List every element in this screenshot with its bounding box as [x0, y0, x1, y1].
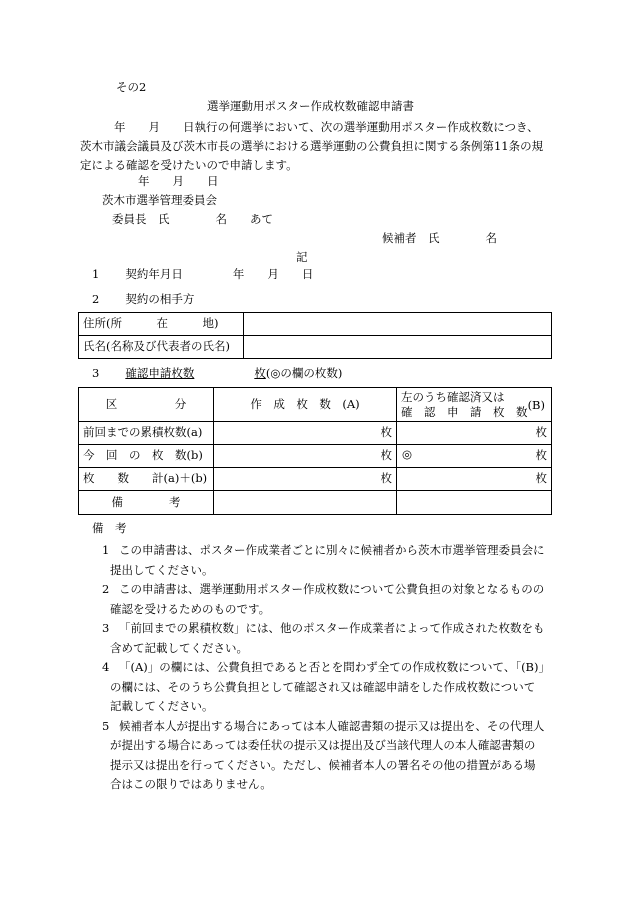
note-number: 1 — [102, 543, 110, 557]
made-count-cell[interactable] — [214, 445, 397, 468]
table-row — [79, 445, 552, 468]
table-header-row — [79, 388, 552, 422]
remarks-cell[interactable] — [397, 491, 552, 515]
intro-line-2: 茨木市議会議員及び茨木市長の選挙における選挙運動の公費負担に関する条例第11条の規 — [80, 139, 544, 153]
header-confirmed-line2: 確 認 申 請 枚 数 — [401, 404, 528, 419]
item-number: 1 — [92, 267, 100, 281]
table-row — [79, 422, 552, 445]
note-line: 「(A)」の欄には、公費負担であると否とを問わず全ての作成枚数について、「(B)」 — [119, 660, 550, 674]
remarks-cell[interactable] — [214, 491, 397, 515]
form-number: その2 — [116, 80, 147, 94]
ki-marker: 記 — [296, 250, 308, 264]
header-category: 区 分 — [79, 388, 214, 422]
intro-paragraph — [80, 118, 550, 175]
item-label: 契約の相手方 — [125, 292, 195, 306]
intro-line-3: 定による確認を受けたいので申請します。 — [80, 158, 298, 172]
note-line: の欄には、そのうち公費負担として確認され又は確認申請をした作成枚数について — [110, 679, 536, 694]
notes-heading: 備 考 — [92, 521, 127, 535]
note-number: 4 — [102, 660, 110, 674]
note-line: この申請書は、選挙運動用ポスター作成枚数について公費負担の対象となるものの — [119, 582, 545, 596]
double-circle-mark: ◎ — [402, 447, 413, 461]
note-item — [80, 658, 552, 717]
note-item — [80, 717, 552, 795]
row-label: 備 考 — [79, 491, 214, 515]
application-date: 年 月 日 — [138, 174, 219, 188]
header-confirmed-tag: (B) — [527, 398, 545, 412]
note-number: 3 — [102, 621, 110, 635]
note-number: 2 — [102, 582, 110, 596]
note-line: 候補者本人が提出する場合にあっては本人確認書類の提示又は提出を、その代理人 — [119, 718, 545, 733]
confirmed-count-cell[interactable] — [397, 468, 552, 491]
item-contract-date — [92, 269, 313, 281]
document-title: 選挙運動用ポスター作成枚数確認申請書 — [207, 99, 414, 113]
unit-label: 枚 — [380, 425, 392, 440]
contract-party-table — [78, 312, 552, 359]
confirmed-count-cell[interactable] — [397, 422, 552, 445]
intro-line-1: 年 月 日執行の何選挙において、次の選挙運動用ポスター作成枚数につき、 — [114, 120, 539, 134]
table-row — [79, 491, 552, 515]
note-line: 提示又は提出を行ってください。ただし、候補者本人の署名その他の措置がある場 — [110, 757, 536, 772]
note-item — [80, 580, 552, 619]
row-label: 今 回 の 枚 数(b) — [79, 445, 214, 468]
note-line: 確認を受けるためのものです。 — [110, 601, 271, 616]
item-unit: 枚 — [254, 366, 266, 380]
table-row — [79, 313, 552, 336]
unit-label: 枚 — [535, 471, 547, 486]
note-line: 含めて記載してください。 — [110, 640, 248, 655]
party-name-label: 氏名(名称及び代表者の氏名) — [79, 336, 244, 359]
made-count-cell[interactable] — [214, 422, 397, 445]
note-line: 合はこの限りではありません。 — [110, 777, 272, 791]
count-table — [78, 387, 552, 515]
party-name-value[interactable] — [244, 336, 552, 359]
notes-list — [80, 541, 552, 795]
table-row — [79, 336, 552, 359]
note-item — [80, 541, 552, 580]
table-row — [79, 468, 552, 491]
item-number: 3 — [92, 366, 100, 380]
item-value: 年 月 日 — [232, 267, 314, 281]
item-contract-party — [92, 294, 194, 306]
row-label: 前回までの累積枚数(a) — [79, 422, 214, 445]
made-count-cell[interactable] — [214, 468, 397, 491]
unit-label: 枚 — [380, 471, 392, 486]
note-item — [80, 619, 552, 658]
note-line: が提出する場合にあっては委任状の提示又は提出及び当該代理人の本人確認書類の — [110, 738, 536, 752]
addressee-chair: 委員長 氏 名 あて — [112, 212, 273, 226]
row-label: 枚 数 計(a)＋(b) — [79, 468, 214, 491]
note-number: 5 — [102, 718, 110, 733]
unit-label: 枚 — [535, 425, 547, 440]
confirmed-count-cell[interactable] — [397, 445, 552, 468]
note-line: 提出してください。 — [110, 562, 214, 577]
unit-label: 枚 — [380, 448, 392, 463]
unit-label: 枚 — [535, 448, 547, 463]
addressee-org: 茨木市選挙管理委員会 — [102, 193, 217, 207]
header-confirmed-line1: 左のうち確認済又は — [401, 389, 505, 404]
item-number: 2 — [92, 292, 100, 306]
note-line: 「前回までの累積枚数」には、他のポスター作成業者によって作成された枚数をも — [119, 621, 545, 635]
note-line: 記載してください。 — [110, 699, 214, 713]
item-label: 契約年月日 — [125, 267, 183, 281]
item-note: (◎の欄の枚数) — [265, 366, 343, 380]
header-confirmed-count — [397, 388, 552, 422]
party-address-value[interactable] — [244, 313, 552, 336]
header-made-count: 作 成 枚 数 (A) — [214, 388, 397, 422]
applicant-name: 候補者 氏 名 — [382, 231, 497, 245]
item-label: 確認申請枚数 枚 — [125, 366, 266, 380]
note-line: この申請書は、ポスター作成業者ごとに別々に候補者から茨木市選挙管理委員会に — [119, 543, 545, 557]
party-address-label: 住所(所 在 地) — [79, 313, 244, 336]
item-requested-count — [92, 368, 342, 380]
